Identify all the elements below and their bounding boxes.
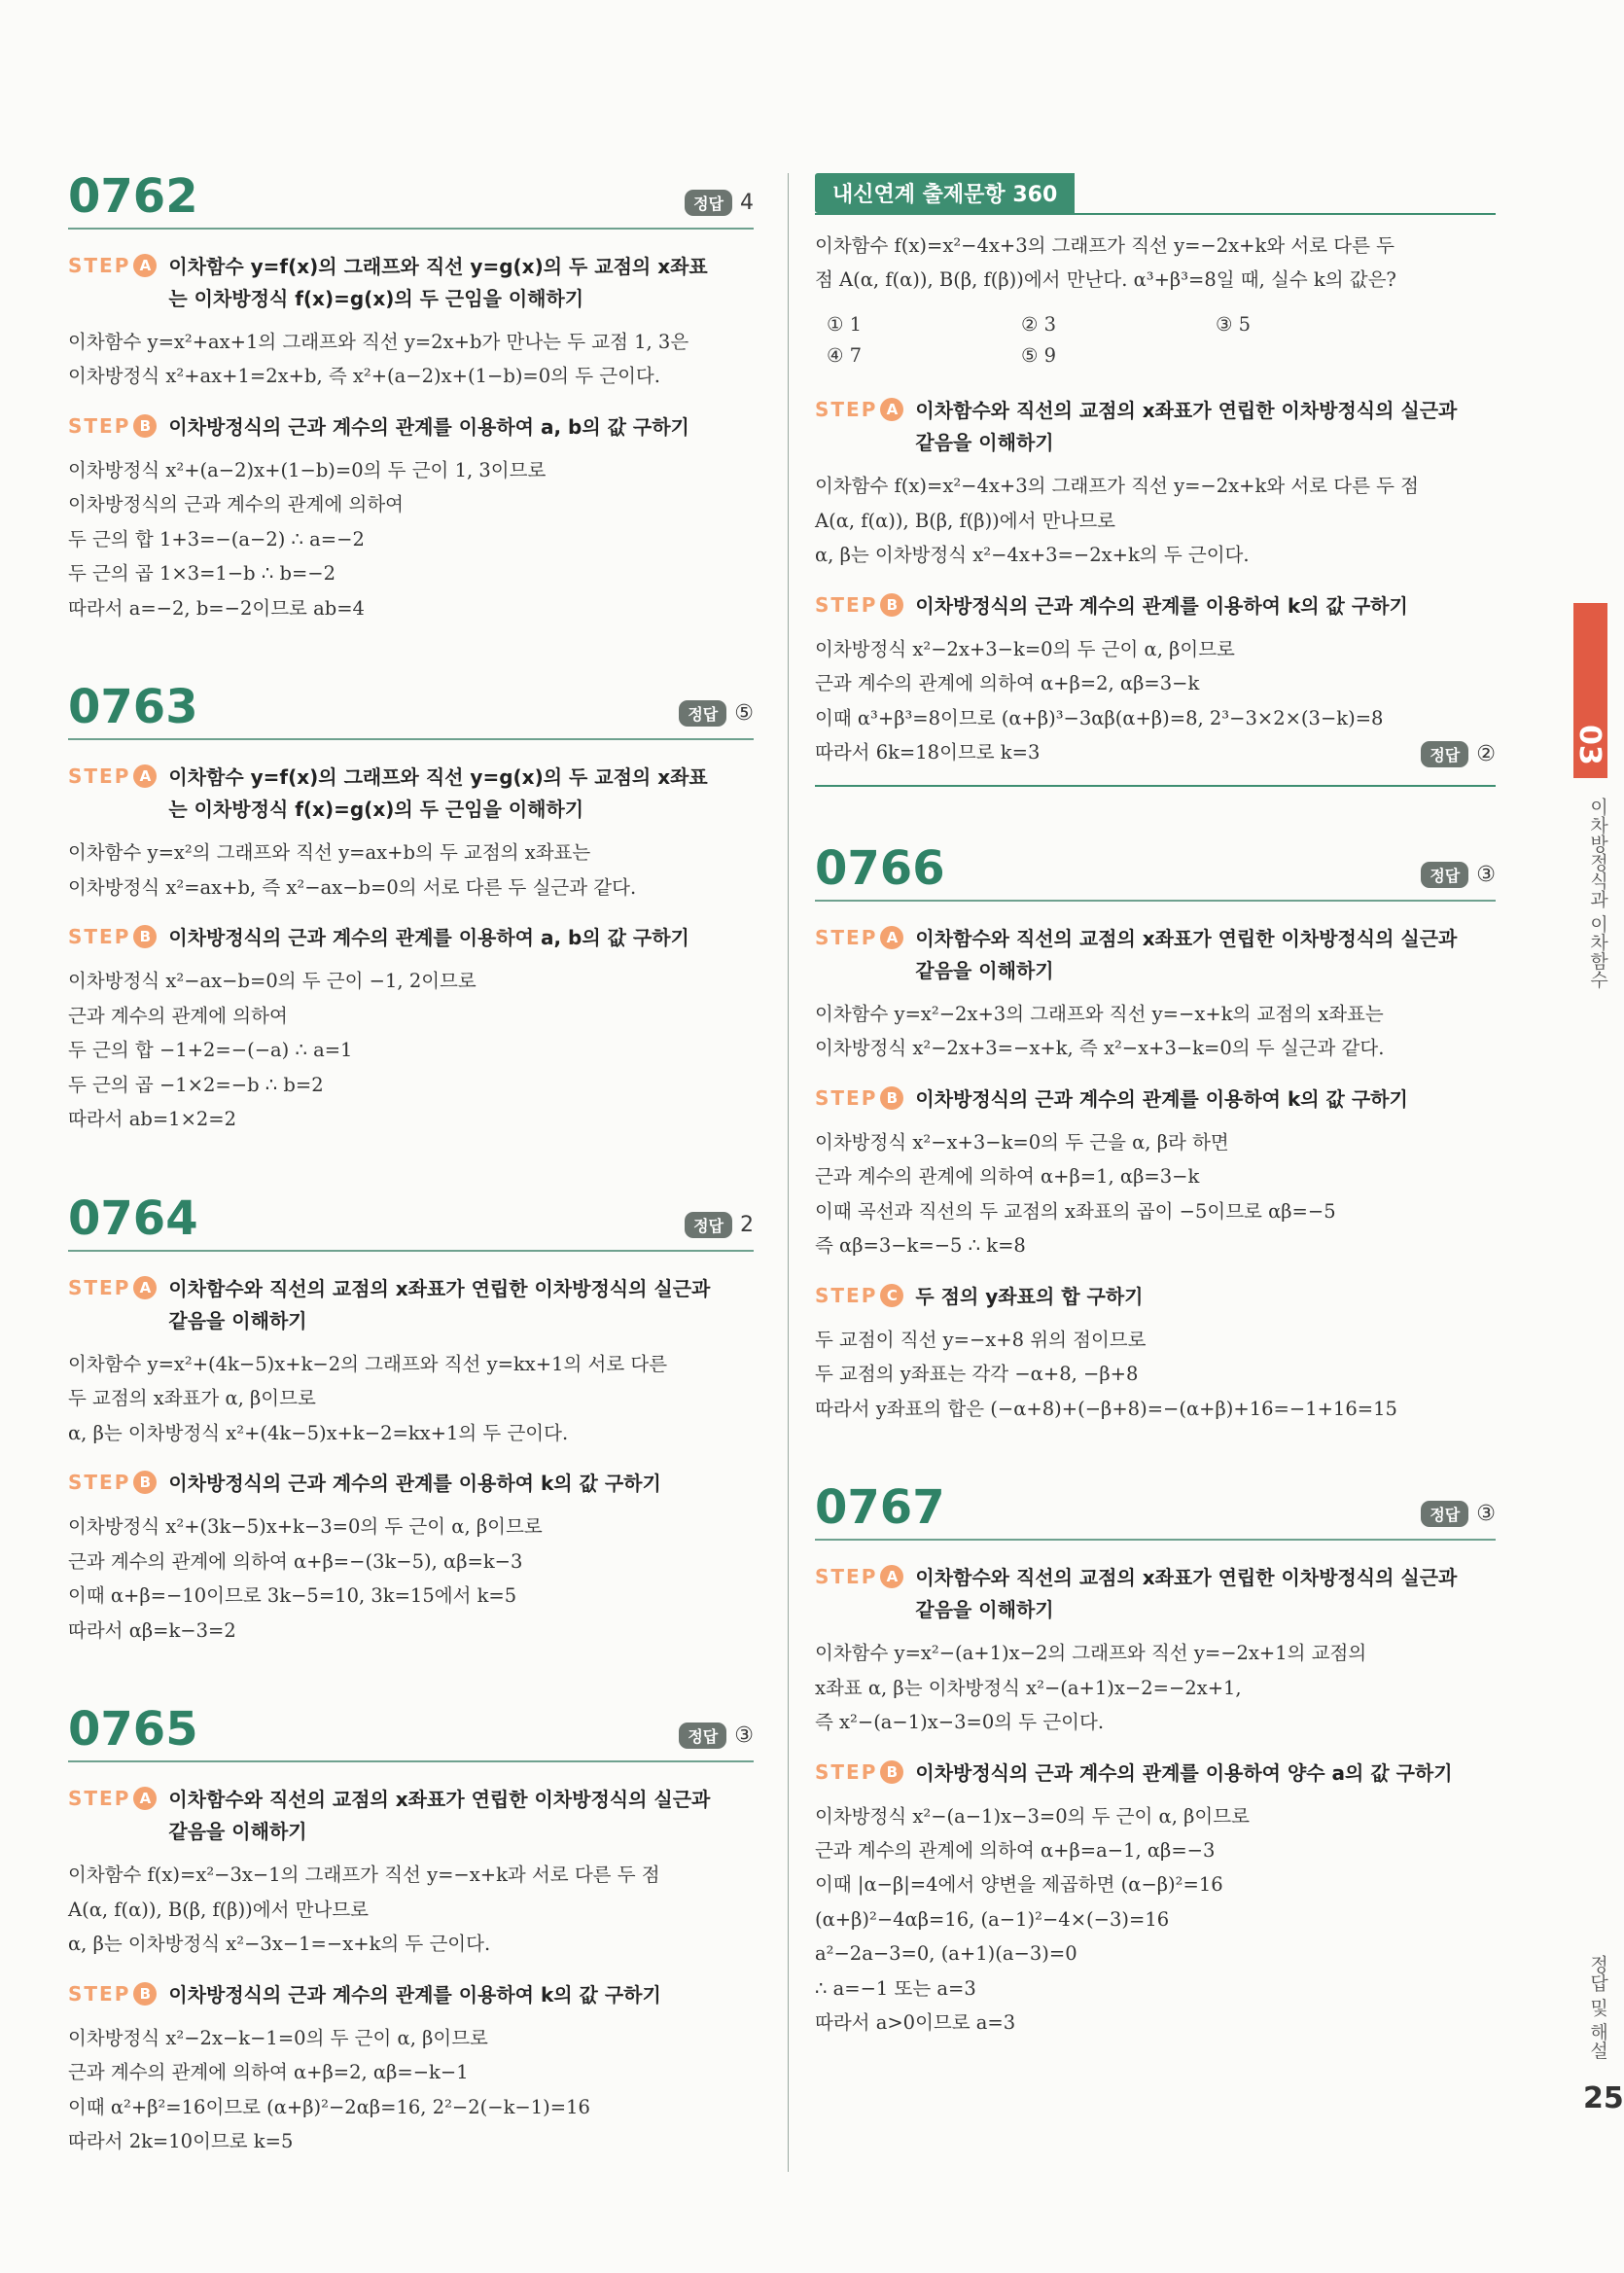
step-title: 이차함수 y=f(x)의 그래프와 직선 y=g(x)의 두 교점의 x좌표 는 이차방정식 f(x)=g(x)의 두 근임을 이해하기 <box>168 255 708 310</box>
solution-line: 이차방정식 x²−2x+3=−x+k, 즉 x²−x+3−k=0의 두 실근과 같다. <box>815 1037 1385 1060</box>
step-word: STEP <box>815 398 878 422</box>
solution-line: 이차함수 f(x)=x²−4x+3의 그래프가 직선 y=−2x+k와 서로 다른 두 점 <box>815 475 1419 498</box>
step-heading <box>815 1281 1496 1313</box>
step-title: 이차방정식의 근과 계수의 관계를 이용하여 k의 값 구하기 <box>168 1472 661 1496</box>
step-heading <box>68 1979 754 2011</box>
problem-number: 0766 <box>815 840 945 896</box>
related-choices <box>827 309 1496 372</box>
solution-line: 이차함수 f(x)=x²−3x−1의 그래프가 직선 y=−x+k과 서로 다른 두 점 <box>68 1864 660 1887</box>
solution-line: A(α, f(α)), B(β, f(β))에서 만나므로 <box>68 1898 370 1921</box>
solution-line: 두 근의 합 −1+2=−(−a) ∴ a=1 <box>68 1039 353 1062</box>
step-letter-badge: A <box>880 926 903 949</box>
step-letter-badge: B <box>880 593 903 617</box>
step-title: 이차방정식의 근과 계수의 관계를 이용하여 k의 값 구하기 <box>915 1086 1408 1111</box>
problem-header <box>68 1190 754 1252</box>
answer-value: ② <box>1476 741 1496 766</box>
step-label <box>815 593 903 617</box>
solution-line: 이차방정식 x²−x+3−k=0의 두 근을 α, β라 하면 <box>815 1130 1229 1154</box>
step-heading <box>815 923 1496 987</box>
step-letter-badge: A <box>133 1787 157 1810</box>
solution-line: 이차방정식 x²−2x−k−1=0의 두 근이 α, β이므로 <box>68 2026 488 2049</box>
problem-number: 0764 <box>68 1190 198 1246</box>
answer-value: ③ <box>1476 862 1496 887</box>
step-heading <box>68 251 754 315</box>
step-word: STEP <box>68 1275 131 1299</box>
solution-line: α, β는 이차방정식 x²−3x−1=−x+k의 두 근이다. <box>68 1933 491 1956</box>
step-word: STEP <box>68 1471 131 1495</box>
step-label <box>815 926 903 949</box>
answer-badge: 정답 <box>679 1723 726 1749</box>
problem-block <box>68 1190 754 1648</box>
answer-value: 2 <box>740 1212 754 1237</box>
step-label <box>68 414 157 438</box>
step-word: STEP <box>815 1085 878 1110</box>
question-line: 이차함수 f(x)=x²−4x+3의 그래프가 직선 y=−2x+k와 서로 다른 두 <box>815 234 1395 257</box>
solution-line: 이때 곡선과 직선의 두 교점의 x좌표의 곱이 −5이므로 αβ=−5 <box>815 1199 1336 1223</box>
problem-header <box>68 169 754 230</box>
solution-line: 즉 αβ=3−k=−5 ∴ k=8 <box>815 1234 1026 1258</box>
solution-line: α, β는 이차방정식 x²−4x+3=−2x+k의 두 근이다. <box>815 544 1250 567</box>
solution-line: 이때 α²+β²=16이므로 (α+β)²−2αβ=16, 2²−2(−k−1)=16 <box>68 2095 590 2118</box>
solution-line: 이차방정식 x²−ax−b=0의 두 근이 −1, 2이므로 <box>68 970 477 993</box>
step-heading <box>68 1273 754 1337</box>
step-label <box>815 1086 903 1110</box>
solution-line: 이때 |α−β|=4에서 양변을 제곱하면 (α−β)²=16 <box>815 1873 1223 1897</box>
solution-line: 두 근의 합 1+3=−(a−2) ∴ a=−2 <box>68 527 365 550</box>
chapter-title: 이차방정식과 이차함수 <box>1587 798 1608 989</box>
step-word: STEP <box>68 1787 131 1811</box>
step-title: 이차방정식의 근과 계수의 관계를 이용하여 a, b의 값 구하기 <box>168 926 689 950</box>
problem-block <box>815 840 1496 1426</box>
solution-line: A(α, f(α)), B(β, f(β))에서 만나므로 <box>815 509 1116 532</box>
solution-line: 이차방정식 x²−2x+3−k=0의 두 근이 α, β이므로 <box>815 637 1235 660</box>
right-column <box>815 173 1496 2099</box>
choice-item: ⑤ 9 <box>1021 344 1057 368</box>
solution-line: 근과 계수의 관계에 의하여 α+β=−(3k−5), αβ=k−3 <box>68 1549 523 1573</box>
right-problems <box>815 840 1496 2041</box>
solution-line: 이차함수 y=x²+(4k−5)x+k−2의 그래프와 직선 y=kx+1의 서로 다른 <box>68 1352 668 1375</box>
step-word: STEP <box>815 1759 878 1784</box>
related-end-rule <box>815 785 1496 787</box>
step-heading <box>815 1083 1496 1116</box>
answer <box>679 700 754 727</box>
choice-item: ② 3 <box>1021 312 1057 336</box>
solution-line: α, β는 이차방정식 x²+(4k−5)x+k−2=kx+1의 두 근이다. <box>68 1421 569 1444</box>
step-label <box>815 1284 903 1307</box>
solution-line: a²−2a−3=0, (a+1)(a−3)=0 <box>815 1942 1077 1966</box>
step-letter-badge: B <box>133 925 157 948</box>
solution-line: 근과 계수의 관계에 의하여 α+β=a−1, αβ=−3 <box>815 1839 1216 1862</box>
answer-badge: 정답 <box>679 700 726 727</box>
problem-number: 0765 <box>68 1702 198 1758</box>
solution-line: 이차방정식 x²−(a−1)x−3=0의 두 근이 α, β이므로 <box>815 1804 1250 1828</box>
answer-value: ⑤ <box>734 701 754 727</box>
step-word: STEP <box>68 1981 131 2006</box>
solution-line: 따라서 y좌표의 합은 (−α+8)+(−β+8)=−(α+β)+16=−1+16=15 <box>815 1397 1397 1420</box>
answer-badge: 정답 <box>1421 862 1468 888</box>
step-label <box>815 1565 903 1588</box>
step-label <box>68 1787 157 1810</box>
related-problem-box <box>815 173 1496 787</box>
solution-line: 두 교점의 x좌표가 α, β이므로 <box>68 1387 316 1410</box>
step-heading <box>68 762 754 826</box>
answer-badge: 정답 <box>685 190 732 216</box>
step-letter-badge: A <box>880 398 903 421</box>
answer <box>685 1212 754 1238</box>
solution-line: 이차방정식 x²+(a−2)x+(1−b)=0의 두 근이 1, 3이므로 <box>68 458 547 481</box>
step-label <box>68 1276 157 1299</box>
solution-line: 근과 계수의 관계에 의하여 α+β=1, αβ=3−k <box>815 1165 1200 1189</box>
step-letter-badge: A <box>880 1565 903 1588</box>
step-word: STEP <box>815 1283 878 1307</box>
answer <box>679 1723 754 1749</box>
problem-header <box>68 680 754 740</box>
solution-line: 따라서 a=−2, b=−2이므로 ab=4 <box>68 596 365 620</box>
related-banner-bar <box>815 173 1496 215</box>
step-heading <box>68 922 754 954</box>
step-heading <box>815 1562 1496 1626</box>
solution-line: 이때 α+β=−10이므로 3k−5=10, 3k=15에서 k=5 <box>68 1584 517 1608</box>
page-number: 25 <box>1583 2081 1624 2115</box>
step-letter-badge: A <box>133 254 157 277</box>
solution-line: 두 근의 곱 1×3=1−b ∴ b=−2 <box>68 562 336 586</box>
step-label <box>68 1982 157 2006</box>
related-question <box>815 229 1496 298</box>
solution-line: 따라서 αβ=k−3=2 <box>68 1618 236 1642</box>
step-letter-badge: B <box>133 1471 157 1494</box>
step-label <box>68 1471 157 1494</box>
step-title: 이차방정식의 근과 계수의 관계를 이용하여 k의 값 구하기 <box>168 1982 661 2007</box>
left-column <box>68 169 754 2218</box>
step-heading <box>68 411 754 444</box>
answer-value: 4 <box>740 191 754 215</box>
solution-line: 근과 계수의 관계에 의하여 α+β=2, αβ=3−k <box>815 672 1200 695</box>
step-title: 이차방정식의 근과 계수의 관계를 이용하여 a, b의 값 구하기 <box>168 414 689 439</box>
step-letter-badge: B <box>880 1760 903 1784</box>
solution-line: 이때 α³+β³=8이므로 (α+β)³−3αβ(α+β)=8, 2³−3×2×(3−k)=8 <box>815 706 1384 729</box>
step-letter-badge: B <box>133 1982 157 2006</box>
step-label <box>815 398 903 421</box>
step-heading <box>815 590 1496 622</box>
step-letter-badge: A <box>133 764 157 788</box>
answer-badge: 정답 <box>1421 1501 1468 1527</box>
solution-line: 즉 x²−(a−1)x−3=0의 두 근이다. <box>815 1711 1105 1734</box>
solution-line: 두 교점의 y좌표는 각각 −α+8, −β+8 <box>815 1363 1139 1386</box>
solution-line: 이차방정식 x²+(3k−5)x+k−3=0의 두 근이 α, β이므로 <box>68 1515 543 1539</box>
step-word: STEP <box>68 764 131 789</box>
problem-header <box>815 1480 1496 1541</box>
step-title: 이차함수와 직선의 교점의 x좌표가 연립한 이차방정식의 실근과 같음을 이해하기 <box>168 1276 711 1332</box>
section-footer: 정답 및 해설 <box>1587 1955 1608 2060</box>
chapter-tab-label: 03 <box>1572 725 1606 765</box>
step-letter-badge: A <box>133 1276 157 1299</box>
solution-line: 근과 계수의 관계에 의하여 <box>68 1004 288 1027</box>
choice-item: ① 1 <box>827 312 863 336</box>
solution-line: (α+β)²−4αβ=16, (a−1)²−4×(−3)=16 <box>815 1907 1170 1931</box>
step-label <box>815 1760 903 1784</box>
step-title: 이차방정식의 근과 계수의 관계를 이용하여 양수 a의 값 구하기 <box>915 1760 1453 1785</box>
solution-line: 따라서 ab=1×2=2 <box>68 1108 237 1131</box>
solution-line: 근과 계수의 관계에 의하여 α+β=2, αβ=−k−1 <box>68 2061 469 2084</box>
step-label <box>68 764 157 788</box>
solution-line: 이차함수 y=x²−2x+3의 그래프와 직선 y=−x+k의 교점의 x좌표는 <box>815 1002 1384 1025</box>
problem-block <box>68 680 754 1136</box>
problem-number: 0763 <box>68 680 198 735</box>
problem-block <box>68 1702 754 2158</box>
step-heading <box>68 1468 754 1500</box>
step-heading <box>815 395 1496 459</box>
solution-line: 이차함수 y=x²의 그래프와 직선 y=ax+b의 두 교점의 x좌표는 <box>68 841 591 865</box>
solution-line: x좌표 α, β는 이차방정식 x²−(a+1)x−2=−2x+1, <box>815 1676 1242 1699</box>
step-label <box>68 925 157 948</box>
choice-item: ④ 7 <box>827 344 863 368</box>
step-title: 이차함수와 직선의 교점의 x좌표가 연립한 이차방정식의 실근과 같음을 이해하기 <box>168 1788 711 1844</box>
step-title: 두 점의 y좌표의 합 구하기 <box>915 1284 1144 1308</box>
question-line: 점 A(α, f(α)), B(β, f(β))에서 만난다. α³+β³=8일 때, 실수 k의 값은? <box>815 268 1396 292</box>
step-title: 이차함수 y=f(x)의 그래프와 직선 y=g(x)의 두 교점의 x좌표 는 이차방정식 f(x)=g(x)의 두 근임을 이해하기 <box>168 765 708 822</box>
solution-line: 두 교점이 직선 y=−x+8 위의 점이므로 <box>815 1328 1147 1351</box>
problem-header <box>815 840 1496 902</box>
step-word: STEP <box>815 1565 878 1589</box>
problem-block <box>815 1480 1496 2041</box>
step-title: 이차방정식의 근과 계수의 관계를 이용하여 k의 값 구하기 <box>915 593 1408 618</box>
solution-line: ∴ a=−1 또는 a=3 <box>815 1976 976 2000</box>
solution-line: 이차방정식 x²=ax+b, 즉 x²−ax−b=0의 서로 다른 두 실근과 같다. <box>68 875 637 899</box>
solution-line: 따라서 2k=10이므로 k=5 <box>68 2130 294 2153</box>
step-word: STEP <box>815 592 878 617</box>
step-letter-badge: B <box>880 1086 903 1110</box>
answer <box>1421 862 1496 888</box>
solution-line: 두 근의 곱 −1×2=−b ∴ b=2 <box>68 1073 324 1096</box>
problem-number: 0767 <box>815 1480 945 1536</box>
column-divider <box>788 173 789 2172</box>
problem-header <box>68 1702 754 1762</box>
problem-number: 0762 <box>68 169 198 224</box>
step-label <box>68 254 157 277</box>
step-letter-badge: C <box>880 1284 903 1307</box>
solution-line: 이차함수 y=x²+ax+1의 그래프와 직선 y=2x+b가 만나는 두 교점 1, 3은 <box>68 331 689 353</box>
solution-line: 따라서 6k=18이므로 k=3 <box>815 741 1041 764</box>
step-word: STEP <box>815 925 878 949</box>
step-title: 이차함수와 직선의 교점의 x좌표가 연립한 이차방정식의 실근과 같음을 이해하기 <box>915 926 1458 982</box>
solution-line: 따라서 a>0이므로 a=3 <box>815 2011 1016 2035</box>
answer-badge: 정답 <box>1421 741 1468 767</box>
step-word: STEP <box>68 254 131 277</box>
step-word: STEP <box>68 925 131 949</box>
related-solution <box>815 395 1496 769</box>
solution-line: 이차함수 y=x²−(a+1)x−2의 그래프와 직선 y=−2x+1의 교점의 <box>815 1642 1367 1665</box>
answer <box>1421 1501 1496 1527</box>
answer-value: ③ <box>1476 1502 1496 1527</box>
answer <box>685 190 754 216</box>
answer-value: ③ <box>734 1723 754 1749</box>
step-heading <box>68 1784 754 1848</box>
step-heading <box>815 1758 1496 1790</box>
step-title: 이차함수와 직선의 교점의 x좌표가 연립한 이차방정식의 실근과 같음을 이해하기 <box>915 399 1458 455</box>
step-letter-badge: B <box>133 414 157 438</box>
answer-badge: 정답 <box>685 1212 732 1238</box>
choice-item: ③ 5 <box>1216 312 1252 336</box>
problem-block <box>68 169 754 625</box>
step-word: STEP <box>68 413 131 438</box>
solution-line: 이차방정식의 근과 계수의 관계에 의하여 <box>68 493 405 516</box>
step-title: 이차함수와 직선의 교점의 x좌표가 연립한 이차방정식의 실근과 같음을 이해하기 <box>915 1566 1458 1622</box>
solution-line: 이차방정식 x²+ax+1=2x+b, 즉 x²+(a−2)x+(1−b)=0의 두 근이다. <box>68 365 660 388</box>
related-banner: 내신연계 출제문항 360 <box>815 173 1075 213</box>
